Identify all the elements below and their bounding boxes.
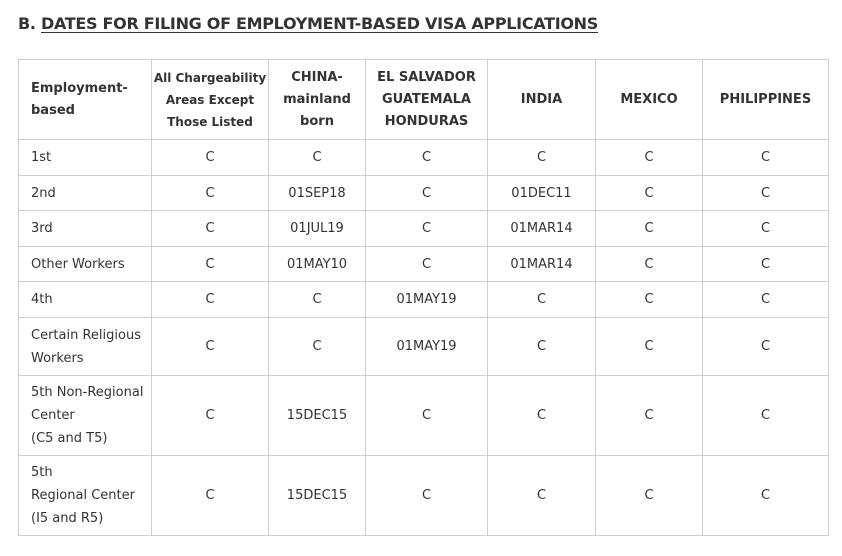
table-cell: C bbox=[596, 247, 703, 282]
table-row bbox=[19, 247, 829, 282]
table-row bbox=[19, 140, 829, 176]
table-cell: C bbox=[152, 318, 269, 376]
table-row bbox=[19, 318, 829, 376]
table-cell: C bbox=[366, 176, 488, 211]
table-cell: C bbox=[488, 140, 596, 176]
table-cell: C bbox=[488, 456, 596, 536]
table-cell: C bbox=[269, 318, 366, 376]
table-cell: 01SEP18 bbox=[269, 176, 366, 211]
header-india: INDIA bbox=[488, 60, 596, 140]
table-cell: 01MAY19 bbox=[366, 318, 488, 376]
table-cell: C bbox=[703, 140, 829, 176]
section-heading bbox=[18, 14, 598, 33]
table-cell: C bbox=[703, 176, 829, 211]
table-cell: 15DEC15 bbox=[269, 456, 366, 536]
table-cell: C bbox=[366, 247, 488, 282]
visa-dates-table bbox=[18, 59, 829, 536]
table-cell: C bbox=[488, 282, 596, 318]
table-cell: C bbox=[366, 456, 488, 536]
table-row bbox=[19, 456, 829, 536]
table-cell: C bbox=[152, 376, 269, 456]
table-cell: 01JUL19 bbox=[269, 211, 366, 247]
table-cell: C bbox=[703, 456, 829, 536]
header-philippines: PHILIPPINES bbox=[703, 60, 829, 140]
row-label: 1st bbox=[19, 140, 152, 176]
table-cell: C bbox=[703, 247, 829, 282]
table-cell: C bbox=[596, 176, 703, 211]
table-cell: C bbox=[703, 318, 829, 376]
header-china: CHINA- mainland born bbox=[269, 60, 366, 140]
table-cell: 15DEC15 bbox=[269, 376, 366, 456]
table-cell: 01MAR14 bbox=[488, 211, 596, 247]
row-label: Certain Religious Workers bbox=[19, 318, 152, 376]
table-cell: C bbox=[152, 247, 269, 282]
row-label: 5th Non-Regional Center (C5 and T5) bbox=[19, 376, 152, 456]
row-label: 3rd bbox=[19, 211, 152, 247]
table-cell: C bbox=[488, 318, 596, 376]
table-cell: C bbox=[596, 456, 703, 536]
table-cell: C bbox=[596, 282, 703, 318]
header-all-chargeability: All Chargeability Areas Except Those Listed bbox=[152, 60, 269, 140]
header-employment-based: Employment- based bbox=[19, 60, 152, 140]
row-label: 5th Regional Center (I5 and R5) bbox=[19, 456, 152, 536]
table-cell: 01DEC11 bbox=[488, 176, 596, 211]
table-cell: C bbox=[596, 211, 703, 247]
section-prefix: B. bbox=[18, 14, 36, 33]
header-el-salvador: EL SALVADOR GUATEMALA HONDURAS bbox=[366, 60, 488, 140]
table-cell: 01MAY19 bbox=[366, 282, 488, 318]
table-cell: C bbox=[703, 211, 829, 247]
table-cell: C bbox=[152, 456, 269, 536]
table-cell: C bbox=[152, 140, 269, 176]
table-row bbox=[19, 376, 829, 456]
table-row bbox=[19, 282, 829, 318]
table-cell: C bbox=[152, 282, 269, 318]
table-cell: C bbox=[269, 282, 366, 318]
table-cell: C bbox=[488, 376, 596, 456]
header-mexico: MEXICO bbox=[596, 60, 703, 140]
table-cell: C bbox=[366, 140, 488, 176]
table-cell: C bbox=[596, 376, 703, 456]
table-cell: C bbox=[269, 140, 366, 176]
table-row bbox=[19, 176, 829, 211]
table-cell: C bbox=[366, 376, 488, 456]
table-cell: C bbox=[703, 282, 829, 318]
table-cell: C bbox=[152, 176, 269, 211]
table-cell: C bbox=[596, 318, 703, 376]
table-cell: 01MAY10 bbox=[269, 247, 366, 282]
row-label: 2nd bbox=[19, 176, 152, 211]
table-cell: 01MAR14 bbox=[488, 247, 596, 282]
table-row bbox=[19, 211, 829, 247]
header-row bbox=[19, 60, 829, 140]
table-cell: C bbox=[366, 211, 488, 247]
table-cell: C bbox=[596, 140, 703, 176]
row-label: 4th bbox=[19, 282, 152, 318]
table-cell: C bbox=[152, 211, 269, 247]
section-title: DATES FOR FILING OF EMPLOYMENT-BASED VISA APPLICATIONS bbox=[40, 14, 598, 33]
table-cell: C bbox=[703, 376, 829, 456]
row-label: Other Workers bbox=[19, 247, 152, 282]
